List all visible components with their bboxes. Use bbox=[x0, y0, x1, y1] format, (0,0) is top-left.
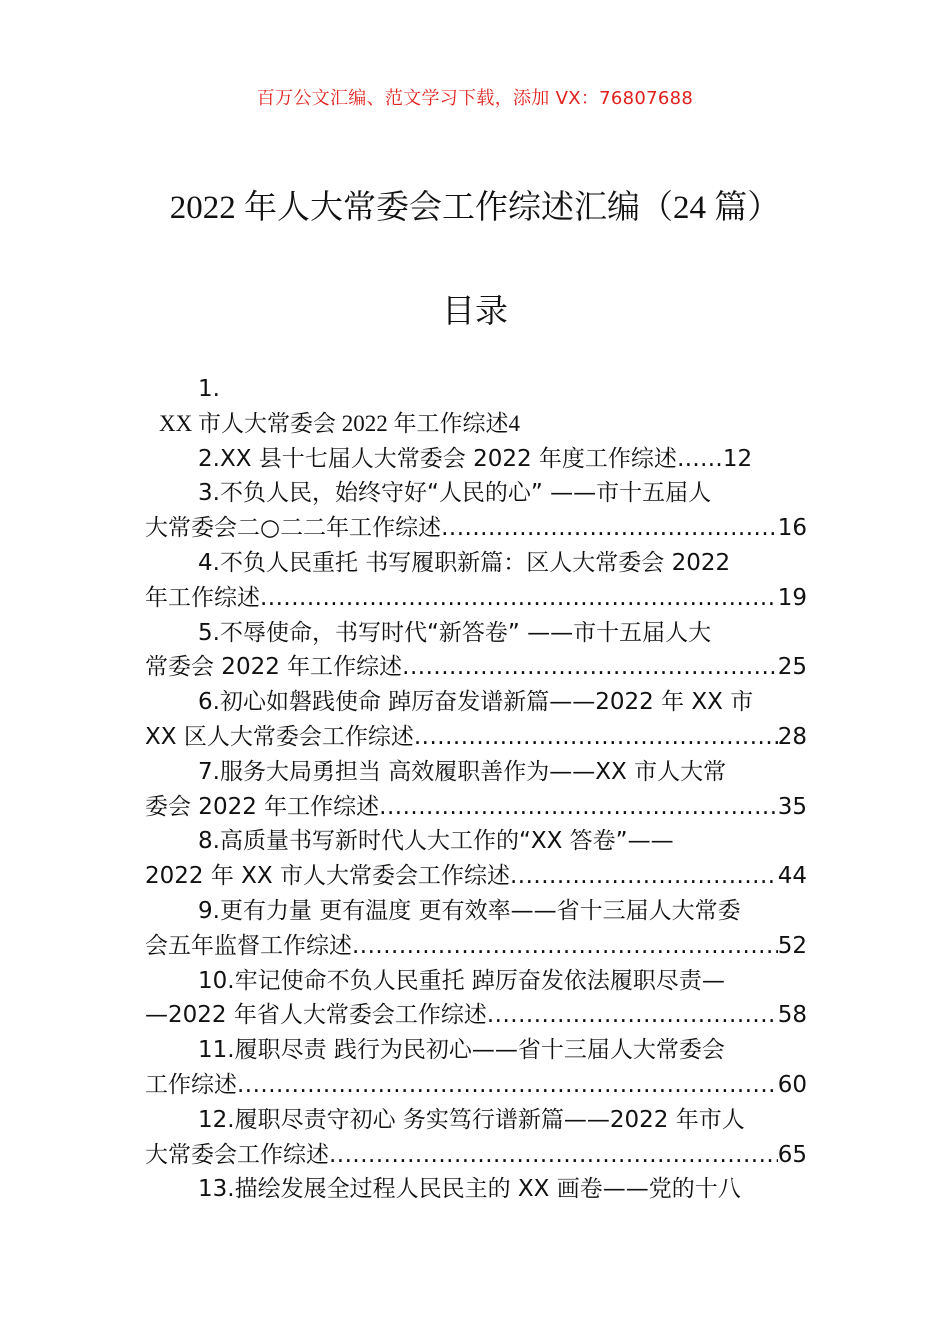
toc-entry-4[interactable]: 4.不负人民重托 书写履职新篇：区人大常委会 2022 bbox=[198, 549, 731, 576]
dot-leader bbox=[510, 859, 778, 894]
dot-leader bbox=[402, 650, 778, 685]
page-number: 65 bbox=[777, 1141, 807, 1168]
dot-leader bbox=[329, 1138, 778, 1173]
document-title: 2022 年人大常委会工作综述汇编（24 篇） bbox=[169, 190, 781, 226]
toc-entry-12-cont[interactable]: 大常委会工作综述 ..... 65 bbox=[145, 1138, 807, 1173]
page-number: 28 bbox=[777, 723, 807, 750]
toc-entry-12[interactable]: 12.履职尽责守初心 务实笃行谱新篇——2022 年市人 bbox=[198, 1106, 745, 1133]
toc-entry-8[interactable]: 8.高质量书写新时代人大工作的“XX 答卷”—— bbox=[198, 828, 674, 855]
toc-entry-11[interactable]: 11.履职尽责 践行为民初心——省十三届人大常委会 bbox=[198, 1037, 725, 1064]
toc-entry-5[interactable]: 5.不辱使命，书写时代“新答卷” ——市十五届人大 bbox=[198, 619, 712, 646]
page-number: 52 bbox=[777, 932, 807, 959]
toc-entry-3[interactable]: 3.不负人民，始终守好“人民的心” ——市十五届人 bbox=[198, 480, 712, 507]
table-of-contents bbox=[145, 372, 807, 1207]
dot-leader bbox=[260, 581, 778, 616]
toc-entry-1-title[interactable]: XX 市人大常委会 2022 年工作综述4 bbox=[159, 410, 520, 436]
page-number: 25 bbox=[777, 654, 807, 681]
page-number: 58 bbox=[777, 1002, 807, 1029]
dot-leader bbox=[414, 720, 778, 755]
dot-leader bbox=[487, 998, 778, 1033]
toc-heading: 目录 bbox=[442, 291, 508, 330]
toc-entry-9-cont[interactable]: 会五年监督工作综述 ..... 52 bbox=[145, 929, 807, 964]
toc-entry-9[interactable]: 9.更有力量 更有温度 更有效率——省十三届人大常委 bbox=[198, 897, 741, 924]
header-note: 百万公文汇编、范文学习下载，添加 VX：76807688 bbox=[256, 88, 694, 109]
dot-leader bbox=[379, 790, 778, 825]
toc-entry-1-number[interactable]: 1. bbox=[198, 376, 220, 402]
page-number: 60 bbox=[777, 1071, 807, 1098]
toc-entry-10[interactable]: 10.牢记使命不负人民重托 踔厉奋发依法履职尽责— bbox=[198, 967, 725, 994]
toc-entry-3-cont[interactable]: 大常委会二○二二年工作综述 ..... 16 bbox=[145, 511, 807, 546]
toc-entry-8-cont[interactable]: 2022 年 XX 市人大常委会工作综述 ..... 44 bbox=[145, 859, 807, 894]
dot-leader bbox=[441, 511, 778, 546]
toc-entry-7-cont[interactable]: 委会 2022 年工作综述 ..... 35 bbox=[145, 790, 807, 825]
toc-entry-6[interactable]: 6.初心如磐践使命 踔厉奋发谱新篇——2022 年 XX 市 bbox=[198, 689, 754, 716]
toc-entry-10-cont[interactable]: —2022 年省人大常委会工作综述 ..... 58 bbox=[145, 998, 807, 1033]
dot-leader bbox=[352, 929, 778, 964]
toc-entry-4-cont[interactable]: 年工作综述 ..... 19 bbox=[145, 581, 807, 616]
page-number: 16 bbox=[777, 515, 807, 542]
page-number: 35 bbox=[777, 793, 807, 820]
toc-entry-2[interactable]: 2.XX 县十七届人大常委会 2022 年度工作综述……12 bbox=[198, 445, 753, 472]
toc-entry-7[interactable]: 7.服务大局勇担当 高效履职善作为——XX 市人大常 bbox=[198, 758, 727, 785]
toc-entry-5-cont[interactable]: 常委会 2022 年工作综述 ..... 25 bbox=[145, 650, 807, 685]
page-number: 44 bbox=[777, 863, 807, 890]
dot-leader bbox=[237, 1068, 778, 1103]
toc-entry-11-cont[interactable]: 工作综述 ..... 60 bbox=[145, 1068, 807, 1103]
toc-entry-13[interactable]: 13.描绘发展全过程人民民主的 XX 画卷——党的十八 bbox=[198, 1176, 741, 1203]
page-number: 19 bbox=[777, 584, 807, 611]
toc-entry-6-cont[interactable]: XX 区人大常委会工作综述 ..... 28 bbox=[145, 720, 807, 755]
